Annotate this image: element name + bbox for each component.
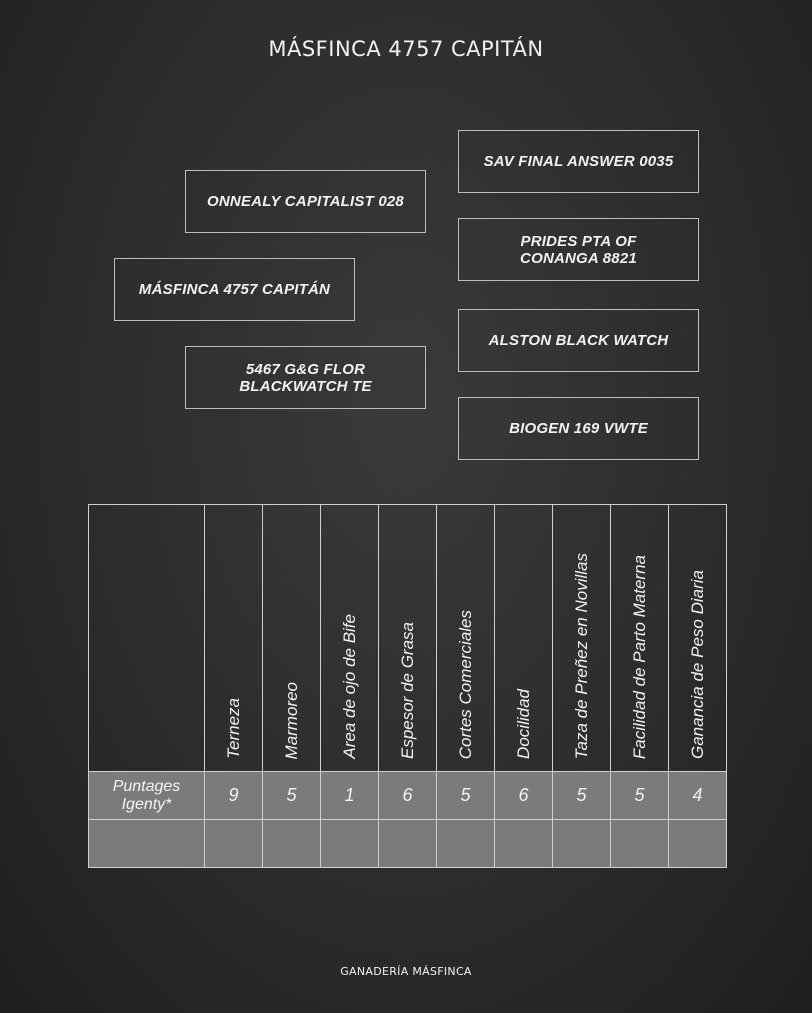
empty-row <box>89 820 727 868</box>
trait-header <box>669 505 727 772</box>
trait-label: Marmoreo <box>281 681 301 759</box>
pedigree-dam <box>185 346 426 409</box>
traits-corner-cell <box>89 505 205 772</box>
trait-label: Espesor de Grasa <box>397 621 417 759</box>
empty-cell <box>379 820 437 868</box>
page-title: MÁSFINCA 4757 CAPITÁN <box>268 37 544 61</box>
score-cell: 5 <box>437 772 495 820</box>
trait-header <box>263 505 321 772</box>
score-cell: 5 <box>553 772 611 820</box>
scores-row <box>89 772 727 820</box>
trait-header <box>379 505 437 772</box>
empty-cell <box>205 820 263 868</box>
trait-header <box>553 505 611 772</box>
pedigree-sire <box>185 170 426 233</box>
empty-cell <box>495 820 553 868</box>
empty-cell <box>611 820 669 868</box>
trait-header <box>611 505 669 772</box>
score-cell: 4 <box>669 772 727 820</box>
trait-label: Taza de Preñez en Novillas <box>571 552 591 759</box>
scores-row-label: Puntages Igenty* <box>89 772 205 820</box>
empty-cell <box>89 820 205 868</box>
trait-label: Docilidad <box>513 689 533 759</box>
pedigree-sire-sire <box>458 130 699 193</box>
empty-cell <box>553 820 611 868</box>
pedigree-subject-label: MÁSFINCA 4757 CAPITÁN <box>138 281 331 298</box>
empty-cell <box>321 820 379 868</box>
traits-header-row <box>89 505 727 772</box>
trait-header <box>495 505 553 772</box>
pedigree-dam-sire-label: ALSTON BLACK WATCH <box>488 332 669 349</box>
pedigree-dam-label: 5467 G&G FLOR BLACKWATCH TE <box>239 360 372 395</box>
score-cell: 6 <box>379 772 437 820</box>
score-cell: 1 <box>321 772 379 820</box>
empty-cell <box>669 820 727 868</box>
traits-table <box>88 504 727 868</box>
pedigree-sire-dam <box>458 218 699 281</box>
trait-label: Cortes Comerciales <box>455 609 475 759</box>
trait-label: Ganancia de Peso Diaria <box>687 569 707 759</box>
score-cell: 5 <box>263 772 321 820</box>
trait-label: Terneza <box>223 698 243 759</box>
score-cell: 5 <box>611 772 669 820</box>
empty-cell <box>263 820 321 868</box>
trait-label: Facilidad de Parto Materna <box>629 554 649 759</box>
trait-header <box>321 505 379 772</box>
pedigree-dam-dam-label: BIOGEN 169 VWTE <box>509 420 648 437</box>
footer-brand: GANADERÍA MÁSFINCA <box>340 965 472 978</box>
pedigree-sire-sire-label: SAV FINAL ANSWER 0035 <box>483 153 674 170</box>
pedigree-dam-dam <box>458 397 699 460</box>
trait-header <box>205 505 263 772</box>
score-cell: 6 <box>495 772 553 820</box>
trait-header <box>437 505 495 772</box>
pedigree-sire-dam-label: PRIDES PTA OF CONANGA 8821 <box>520 232 637 267</box>
score-cell: 9 <box>205 772 263 820</box>
pedigree-dam-sire <box>458 309 699 372</box>
empty-cell <box>437 820 495 868</box>
pedigree-sire-label: ONNEALY CAPITALIST 028 <box>207 193 404 210</box>
pedigree-subject <box>114 258 355 321</box>
trait-label: Area de ojo de Bife <box>339 614 359 759</box>
